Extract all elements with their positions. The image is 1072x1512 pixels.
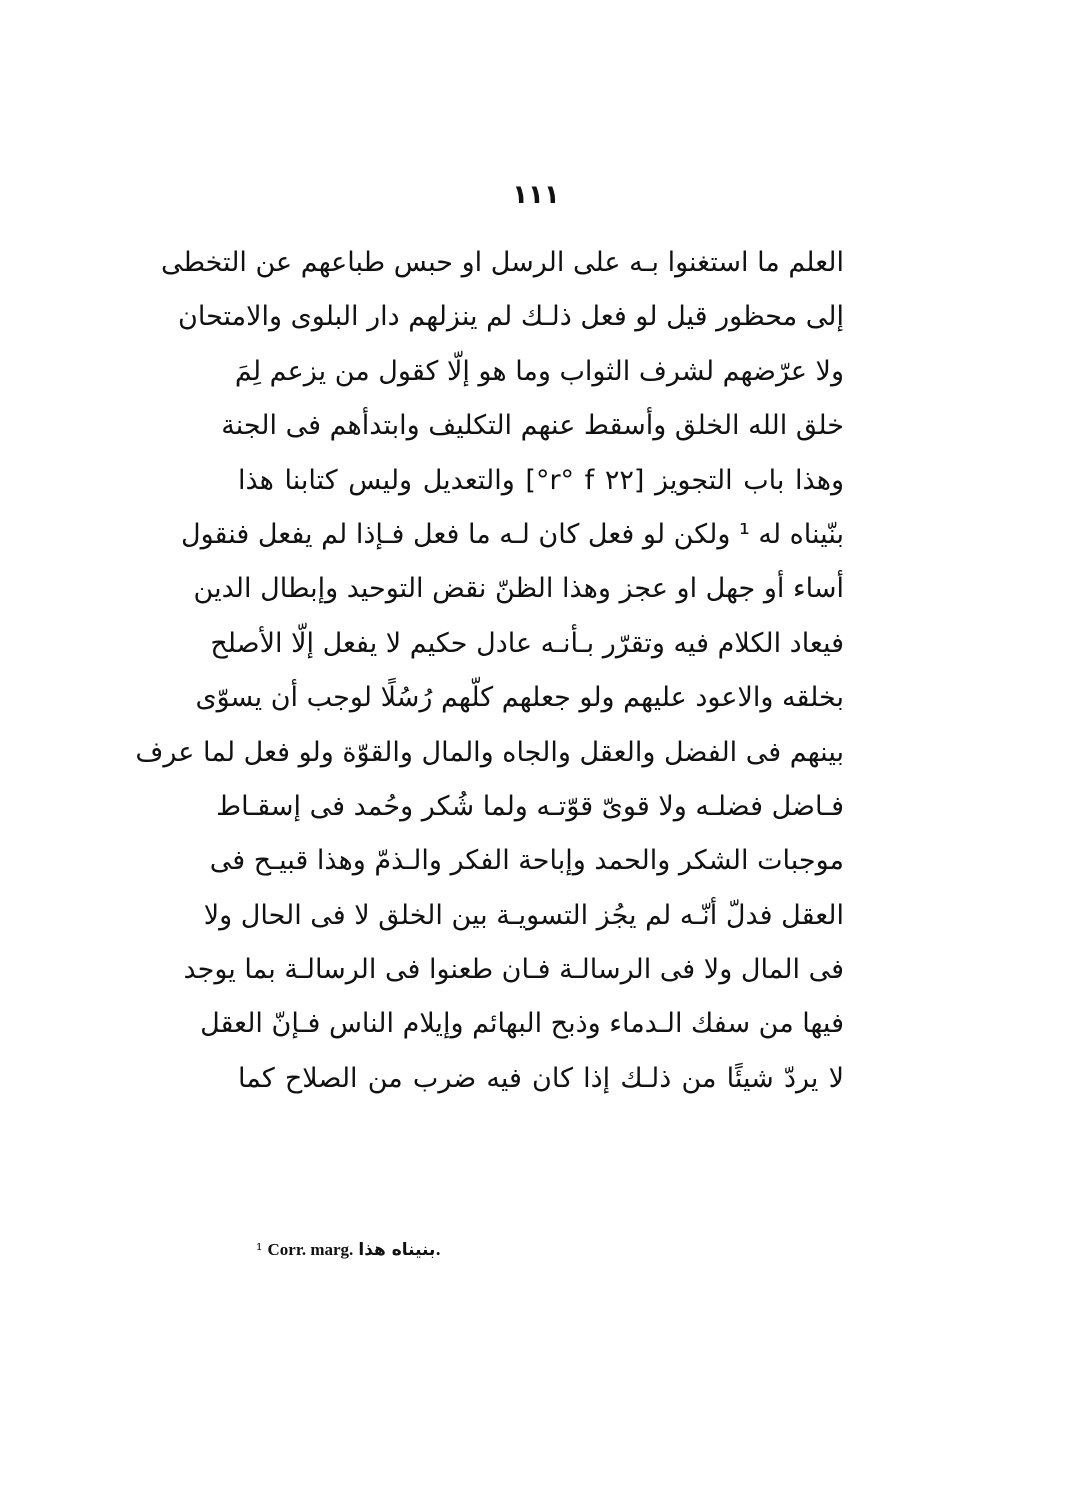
text-line-2: إلى محظور قيل لو فعل ذلـك لم ينزلهم دار البلوى والامتحان: [178, 301, 844, 333]
footnote-arabic-text: بنيناه هذا: [358, 1240, 436, 1260]
body-text: [135, 236, 844, 1106]
text-line-4: خلق الله الخلق وأسقط عنهم التكليف وابتدأهم فى الجنة: [221, 410, 844, 442]
text-line-15: فيها من سفك الـدماء وذبح البهائم وإيلام الناس فـإنّ العقل: [200, 1008, 844, 1040]
footnote-period: .: [435, 1240, 441, 1259]
text-line-6: بنّيناه له ¹ ولكن لو فعل كان لـه ما فعل فـإذا لم يفعل فنقول: [180, 518, 844, 550]
text-line-13: العقل فدلّ أنّـه لم يجُز التسويـة بين الخلق لا فى الحال ولا: [203, 899, 844, 931]
text-line-5: وهذا باب التجويز [٢٢ r° f°] والتعديل وليس كتابنا هذا: [238, 464, 844, 496]
text-line-10: بينهم فى الفضل والعقل والجاه والمال والقوّة ولو فعل لما عرف: [135, 736, 844, 768]
footnote-marker: ¹: [256, 1240, 263, 1259]
text-line-14: فى المال ولا فى الرسالـة فـان طعنوا فى الرسالـة بما يوجد: [183, 954, 844, 986]
text-line-7: أساء أو جهل او عجز وهذا الظنّ نقض التوحيد وإبطال الدين: [193, 573, 844, 605]
text-line-3: ولا عرّضهم لشرف الثواب وما هو إلّا كقول من يزعم لِمَ: [234, 355, 844, 387]
text-line-16: لا يردّ شيئًا من ذلـك إذا كان فيه ضرب من الصلاح كما: [238, 1062, 844, 1094]
text-line-9: بخلقه والاعود عليهم ولو جعلهم كلّهم رُسُلًا لوجب أن يسوّى: [195, 682, 844, 714]
page-number: ١١١: [512, 180, 560, 210]
text-line-11: فـاضل فضلـه ولا قوىّ قوّتـه ولما شُكر وحُمد فى إسقـاط: [216, 790, 844, 822]
text-line-8: فيعاد الكلام فيه وتقرّر بـأنـه عادل حكيم لا يفعل إلّا الأصلح: [210, 627, 844, 659]
text-line-12: موجبات الشكر والحمد وإباحة الفكر والـذمّ وهذا قبيـح فى: [209, 845, 844, 877]
footnote-label: Corr. marg.: [267, 1240, 354, 1259]
footnote: [256, 1235, 556, 1265]
text-line-1: العلم ما استغنوا بـه على الرسل او حبس طباعهم عن التخطى: [160, 247, 844, 278]
